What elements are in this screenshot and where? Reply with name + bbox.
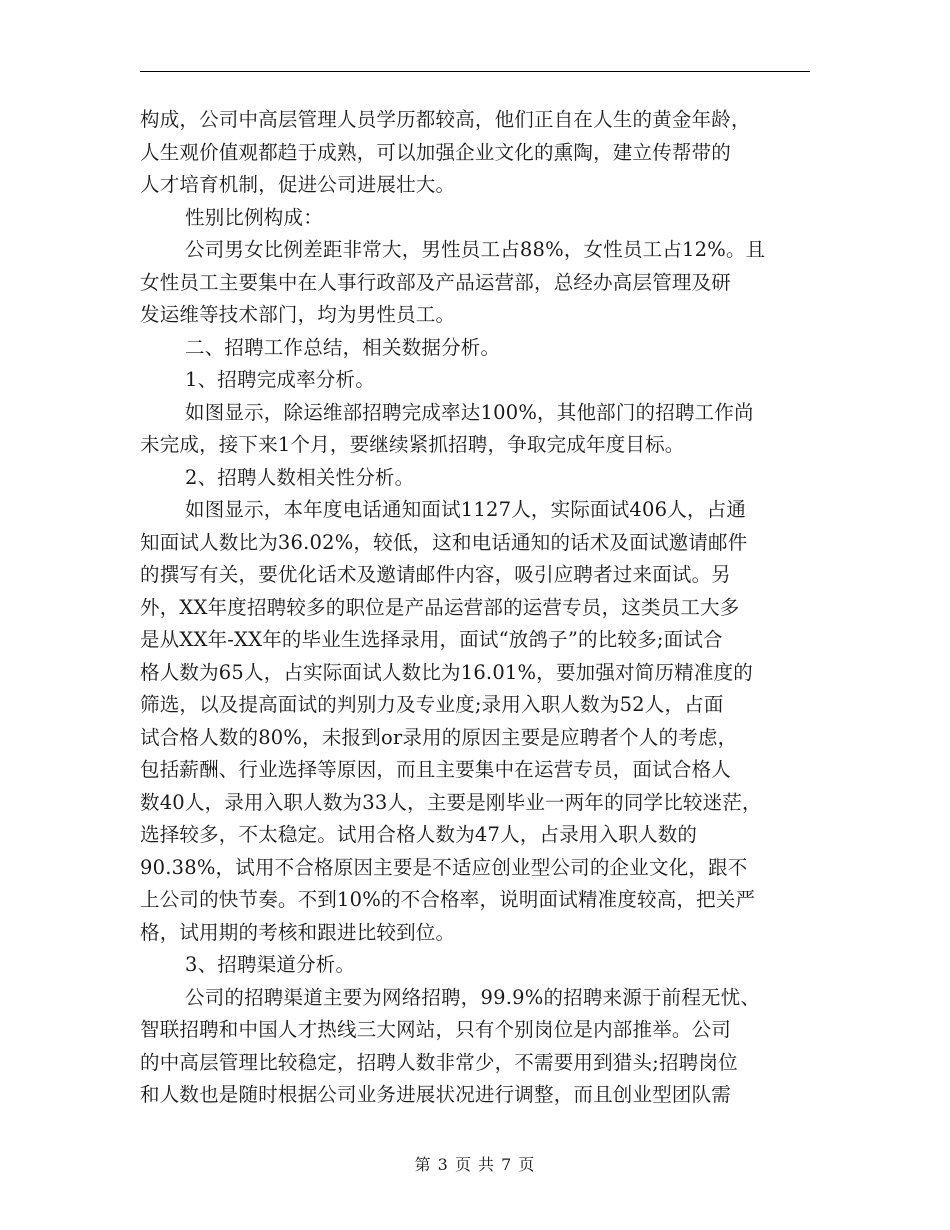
page-footer [0, 1154, 950, 1176]
section-heading: 二、招聘工作总结，相关数据分析。 [185, 335, 501, 359]
text-line: 女性员工主要集中在人事行政部及产品运营部，总经办高层管理及研 [140, 270, 732, 294]
text-line: 公司男女比例差距非常大，男性员工占88%，女性员工占12%。且 [185, 238, 766, 261]
text-line: 包括薪酬、行业选择等原因，而且主要集中在运营专员，面试合格人 [140, 758, 732, 781]
subsection-heading: 1、招聘完成率分析。 [185, 368, 375, 391]
text-line: 如图显示，本年度电话通知面试1127人，实际面试406人，占通 [185, 498, 747, 521]
text-line: 智联招聘和中国人才热线三大网站，只有个别岗位是内部推举。公司 [140, 1018, 732, 1041]
text-line: 的中高层管理比较稳定，招聘人数非常少，不需要用到猎头;招聘岗位 [140, 1050, 738, 1074]
page-number-label: 第 3 页 共 7 页 [414, 1155, 536, 1174]
text-line: 上公司的快节奏。不到10%的不合格率，说明面试精准度较高，把关严 [140, 888, 756, 911]
text-line: 数40人，录用入职人数为33人，主要是刚毕业一两年的同学比较迷茫， [140, 790, 762, 814]
text-line: 是从XX年-XX年的毕业生选择录用，面试“放鸽子”的比较多;面试合 [140, 628, 723, 651]
text-line: 90.38%，试用不合格原因主要是不适应创业型公司的企业文化，跟不 [140, 855, 748, 879]
header-rule [140, 71, 810, 72]
text-line: 公司的招聘渠道主要为网络招聘，99.9%的招聘来源于前程无忧、 [185, 985, 761, 1009]
text-line: 人生观价值观都趋于成熟，可以加强企业文化的熏陶，建立传帮带的 [140, 140, 732, 164]
subsection-heading: 2、招聘人数相关性分析。 [185, 465, 415, 489]
subsection-heading: 3、招聘渠道分析。 [185, 953, 356, 976]
text-line: 未完成，接下来1个月，要继续紧抓招聘，争取完成年度目标。 [140, 433, 685, 456]
text-line: 选择较多，不太稳定。试用合格人数为47人，占录用入职人数的 [140, 823, 698, 846]
text-line: 人才培育机制，促进公司进展壮大。 [140, 173, 456, 196]
text-line: 发运维等技术部门，均为男性员工。 [140, 303, 456, 326]
text-line: 知面试人数比为36.02%，较低，这和电话通知的话术及面试邀请邮件 [140, 530, 748, 554]
text-line: 格，试用期的考核和跟进比较到位。 [140, 920, 456, 944]
text-line: 试合格人数的80%，未报到or录用的原因主要是应聘者个人的考虑， [140, 725, 738, 749]
text-line: 构成，公司中高层管理人员学历都较高，他们正自在人生的黄金年龄， [140, 108, 751, 131]
text-line: 和人数也是随时根据公司业务进展状况进行调整，而且创业型团队需 [140, 1083, 732, 1106]
text-line: 格人数为65人，占实际面试人数比为16.01%，要加强对简历精准度的 [140, 660, 753, 684]
text-line: 性别比例构成： [185, 205, 323, 229]
text-line: 如图显示，除运维部招聘完成率达100%，其他部门的招聘工作尚 [185, 400, 754, 424]
text-line: 的撰写有关，要优化话术及邀请邮件内容，吸引应聘者过来面试。另 [140, 563, 732, 586]
text-line: 筛选，以及提高面试的判别力及专业度;录用入职人数为52人，占面 [140, 693, 724, 716]
document-body [140, 104, 830, 1112]
text-line: 外，XX年度招聘较多的职位是产品运营部的运营专员，这类员工大多 [140, 595, 740, 619]
